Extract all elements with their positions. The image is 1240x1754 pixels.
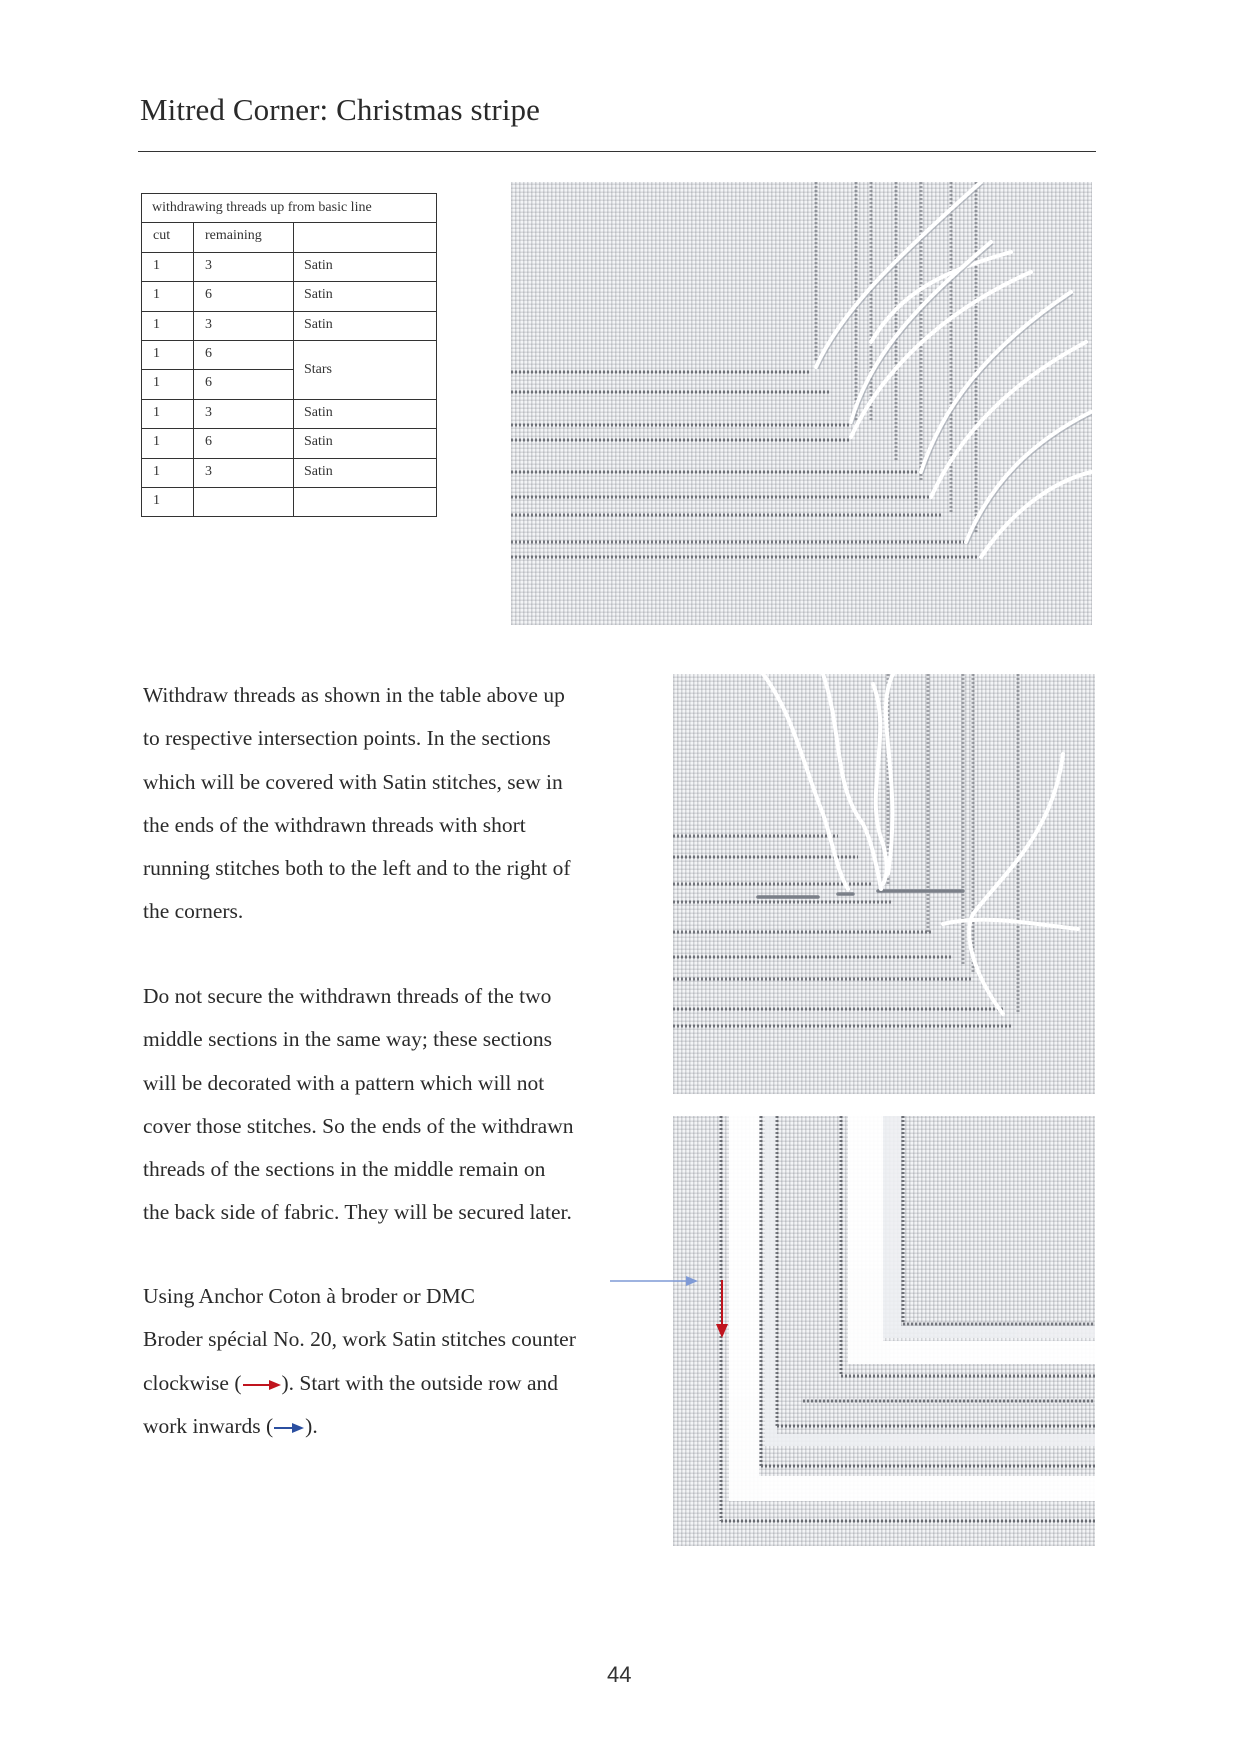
cell-remaining: 6	[194, 429, 294, 458]
cell-cut: 1	[142, 340, 194, 369]
text-line: Withdraw threads as shown in the table above up	[143, 683, 565, 707]
text-line: which will be covered with Satin stitches, sew in	[143, 769, 563, 794]
cell-cut: 1	[142, 399, 194, 428]
cell-stitch: Satin	[294, 429, 437, 458]
column-header-stitch	[294, 223, 437, 252]
cell-stitch: Satin	[294, 458, 437, 487]
fabric-illustration	[673, 674, 1095, 1094]
table-row	[142, 311, 437, 340]
cell-cut: 1	[142, 458, 194, 487]
cell-remaining: 3	[194, 399, 294, 428]
column-header-cut: cut	[142, 223, 194, 252]
instructions-paragraph-satin-stitches	[143, 1275, 683, 1448]
arrow-right-blue-icon	[273, 1421, 305, 1435]
text-line: the back side of fabric. They will be secured later.	[143, 1200, 572, 1225]
arrow-down-red-icon	[714, 1280, 730, 1340]
table-header: withdrawing threads up from basic line	[142, 194, 437, 223]
fabric-illustration	[673, 1116, 1095, 1546]
instructions-paragraph-middle-sections	[143, 975, 683, 1235]
text-line	[143, 1362, 683, 1405]
fabric-illustration	[511, 182, 1092, 625]
table-row	[142, 282, 437, 311]
table-column-header-row	[142, 223, 437, 252]
cell-stitch-merged: Stars	[294, 340, 437, 399]
text-line: the corners.	[143, 899, 244, 924]
text-line: middle sections in the same way; these sections	[143, 1027, 553, 1052]
text-line: threads of the sections in the middle remain on	[143, 1157, 546, 1182]
cell-cut: 1	[142, 429, 194, 458]
cell-stitch: Satin	[294, 282, 437, 311]
text-line: to respective intersection points. In the sections	[143, 726, 551, 751]
cell-cut: 1	[142, 370, 194, 399]
thread-withdrawal-table	[141, 193, 437, 517]
table-row	[142, 429, 437, 458]
text-fragment: clockwise (	[143, 1370, 242, 1395]
cell-remaining: 6	[194, 282, 294, 311]
text-line	[143, 1405, 683, 1448]
page-title: Mitred Corner: Christmas stripe	[140, 92, 541, 127]
text-line: Broder spécial No. 20, work Satin stitches counter	[143, 1327, 576, 1352]
fabric-photo-withdrawn-threads	[511, 182, 1092, 625]
text-fragment: work inwards (	[143, 1413, 274, 1438]
title-divider	[138, 151, 1096, 152]
instructions-paragraph-withdraw	[143, 674, 683, 934]
text-line: will be decorated with a pattern which will not	[143, 1070, 545, 1095]
arrow-right-red-icon	[242, 1378, 282, 1392]
fabric-photo-securing-threads	[673, 674, 1095, 1094]
fabric-photo-satin-stitch-corner	[673, 1116, 1095, 1546]
text-fragment: ).	[305, 1413, 318, 1438]
table-header-row	[142, 194, 437, 223]
table-row	[142, 399, 437, 428]
text-line: running stitches both to the left and to the right of	[143, 856, 571, 881]
cell-remaining: 3	[194, 252, 294, 281]
cell-cut: 1	[142, 311, 194, 340]
table-row	[142, 252, 437, 281]
cell-stitch: Satin	[294, 399, 437, 428]
column-header-remaining: remaining	[194, 223, 294, 252]
text-line: Using Anchor Coton à broder or DMC	[143, 1284, 476, 1308]
text-line: Do not secure the withdrawn threads of the two	[143, 984, 552, 1008]
table-row	[142, 340, 437, 369]
cell-stitch: Satin	[294, 311, 437, 340]
cell-remaining: 6	[194, 370, 294, 399]
cell-remaining: 6	[194, 340, 294, 369]
cell-cut: 1	[142, 282, 194, 311]
table-row	[142, 458, 437, 487]
cell-remaining	[194, 487, 294, 516]
cell-remaining: 3	[194, 458, 294, 487]
cell-remaining: 3	[194, 311, 294, 340]
page-number: 44	[607, 1662, 632, 1687]
cell-cut: 1	[142, 487, 194, 516]
table-row	[142, 487, 437, 516]
cell-stitch: Satin	[294, 252, 437, 281]
text-fragment: ). Start with the outside row and	[281, 1370, 558, 1395]
cell-cut: 1	[142, 252, 194, 281]
text-line: the ends of the withdrawn threads with short	[143, 812, 526, 837]
cell-stitch	[294, 487, 437, 516]
text-line: cover those stitches. So the ends of the withdrawn	[143, 1113, 574, 1138]
